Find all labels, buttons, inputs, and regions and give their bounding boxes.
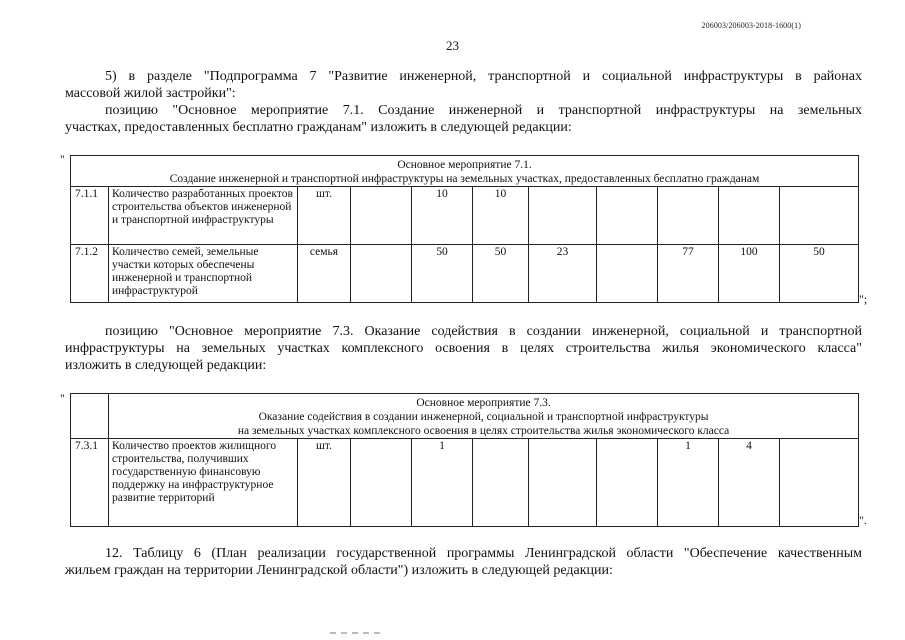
paragraph-line: жильем граждан на территории Ленинградской области") изложить в следующей редакции: (65, 563, 613, 578)
value-cell: 77 (658, 245, 719, 303)
open-quote: " (60, 391, 65, 405)
close-quote: "; (859, 292, 868, 306)
paragraph-table-6 (65, 545, 862, 579)
table-row (71, 187, 859, 245)
table-header-line: Основное мероприятие 7.3. (416, 397, 551, 409)
paragraph-section-5 (65, 68, 862, 136)
value-cell (351, 439, 412, 527)
table-header-line: Создание инженерной и транспортной инфраструктуры на земельных участках, предоставленных бесплатно гражданам (169, 173, 760, 185)
value-cell (351, 245, 412, 303)
value-cell: 23 (529, 245, 597, 303)
row-unit: семья (298, 245, 351, 303)
paragraph-line: 5) в разделе "Подпрограмма 7 "Развитие инженерной, транспортной и социальной инфраструктуры в районах (105, 69, 862, 84)
row-index: 7.3.1 (71, 439, 109, 527)
paragraph-line: 12. Таблицу 6 (План реализации государственной программы Ленинградской области "Обеспечение качественным (105, 546, 862, 561)
table-header-row (71, 394, 859, 439)
table-header-cell (71, 156, 859, 187)
paragraph-line: изложить в следующей редакции: (65, 358, 267, 373)
table-measure-7-1 (70, 155, 859, 303)
paragraph-line: инфраструктуры на земельных участках комплексного освоения в целях строительства жилья экономического класса" (65, 341, 862, 356)
table-row (71, 245, 859, 303)
row-name: Количество семей, земельные участки которых обеспечены инженерной и транспортной инфраструктурой (109, 245, 298, 303)
row-name: Количество проектов жилищного строительства, получивших государственную финансовую поддержку на инфраструктурное развитие территорий (109, 439, 298, 527)
row-index: 7.1.1 (71, 187, 109, 245)
value-cell (780, 187, 859, 245)
table-row (71, 439, 859, 527)
value-cell (473, 439, 529, 527)
table-measure-7-3 (70, 393, 859, 527)
value-cell: 10 (473, 187, 529, 245)
value-cell: 1 (412, 439, 473, 527)
value-cell (597, 187, 658, 245)
value-cell: 1 (658, 439, 719, 527)
table-header-line: Оказание содействия в создании инженерной, социальной и транспортной инфраструктуры (258, 411, 709, 423)
paragraph-line: позицию "Основное мероприятие 7.1. Создание инженерной и транспортной инфраструктуры на земельных (105, 103, 862, 118)
value-cell: 100 (719, 245, 780, 303)
row-name: Количество разработанных проектов строительства объектов инженерной и транспортной инфраструктуры (109, 187, 298, 245)
value-cell (529, 439, 597, 527)
table-header-line: Основное мероприятие 7.1. (397, 159, 532, 171)
paragraph-line: позицию "Основное мероприятие 7.3. Оказание содействия в создании инженерной, социальной и транспортной (105, 324, 862, 339)
close-quote: ". (859, 513, 867, 527)
value-cell (658, 187, 719, 245)
page-number: 23 (446, 38, 459, 53)
paragraph-line: массовой жилой застройки": (65, 86, 236, 101)
value-cell: 50 (473, 245, 529, 303)
table-header-cell (109, 394, 859, 439)
row-unit: шт. (298, 187, 351, 245)
table-header-row (71, 156, 859, 187)
value-cell: 4 (719, 439, 780, 527)
value-cell: 10 (412, 187, 473, 245)
row-index: 7.1.2 (71, 245, 109, 303)
value-cell (529, 187, 597, 245)
header-spacer-cell (71, 394, 109, 439)
value-cell: 50 (780, 245, 859, 303)
open-quote: " (60, 152, 65, 166)
value-cell (597, 245, 658, 303)
value-cell (351, 187, 412, 245)
document-number: 206003/206003-2018-1600(1) (701, 21, 801, 30)
value-cell (780, 439, 859, 527)
paragraph-line: участках, предоставленных бесплатно гражданам" изложить в следующей редакции: (65, 120, 572, 135)
value-cell (597, 439, 658, 527)
next-page-edge (330, 632, 380, 640)
paragraph-measure-7-3 (65, 323, 862, 374)
value-cell: 50 (412, 245, 473, 303)
value-cell (719, 187, 780, 245)
table-header-line: на земельных участках комплексного освоения в целях строительства жилья экономического класса (237, 425, 730, 437)
row-unit: шт. (298, 439, 351, 527)
